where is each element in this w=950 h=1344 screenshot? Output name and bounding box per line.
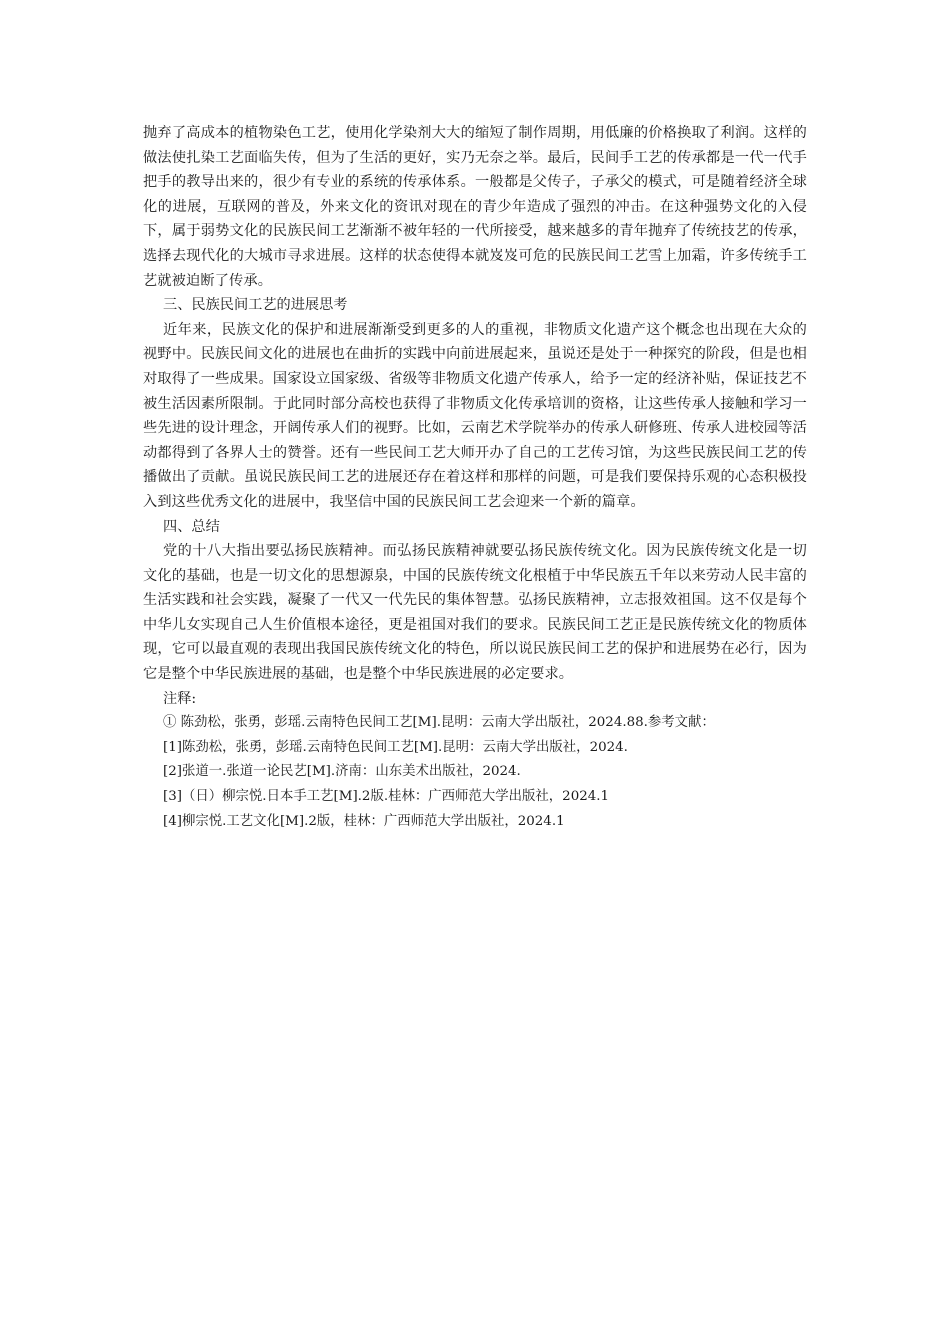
reference-item: [4]柳宗悦.工艺文化[M].2版，桂林：广西师范大学出版社，2024.1	[163, 813, 565, 829]
section-paragraph-4: 党的十八大指出要弘扬民族精神。而弘扬民族精神就要弘扬民族传统文化。因为民族传统文化是一切文化的基础，也是一切文化的思想源泉，中国的民族传统文化根植于中华民族五千年以来劳动人民丰富的生活实践和社会实践，凝聚了一代又一代先民的集体智慧。弘扬民族精神，立志报效祖国。这不仅是每个中华儿女实现自己人生价值根本途径，更是祖国对我们的要求。民族民间工艺正是民族传统文化的物质体现，它可以最直观的表现出我国民族传统文化的特色，所以说民族民间工艺的保护和进展势在必行，因为它是整个中华民族进展的基础，也是整个中华民族进展的必定要求。	[143, 543, 807, 683]
section-heading-4: 四、总结	[163, 518, 220, 535]
notes-label: 注释:	[163, 690, 197, 707]
document-page	[143, 121, 807, 834]
intro-paragraph: 抛弃了高成本的植物染色工艺，使用化学染剂大大的缩短了制作周期，用低廉的价格换取了利润。这样的做法使扎染工艺面临失传，但为了生活的更好，实乃无奈之举。最后，民间手工艺的传承都是一代一代手把手的教导出来的，很少有专业的系统的传承体系。一般都是父传子，子承父的模式，可是随着经济全球化的进展，互联网的普及，外来文化的资讯对现在的青少年造成了强烈的冲击。在这种强势文化的入侵下，属于弱势文化的民族民间工艺渐渐不被年轻的一代所接受，越来越多的青年抛弃了传统技艺的传承，选择去现代化的大城市寻求进展。这样的状态使得本就岌岌可危的民族民间工艺雪上加霜，许多传统手工艺就被迫断了传承。	[143, 125, 807, 289]
reference-item: [2]张道一.张道一论民艺[M].济南：山东美术出版社，2024.	[163, 764, 521, 780]
reference-item: [1]陈劲松，张勇，彭瑶.云南特色民间工艺[M].昆明：云南大学出版社，2024.	[163, 739, 628, 755]
reference-item: [3]（日）柳宗悦.日本手工艺[M].2版.桂林：广西师范大学出版社，2024.1	[163, 789, 610, 805]
section-heading-3: 三、民族民间工艺的进展思考	[163, 297, 348, 314]
note-item: ① 陈劲松，张勇，彭瑶.云南特色民间工艺[M].昆明：云南大学出版社，2024.88.参考文献：	[163, 715, 715, 731]
section-paragraph-3: 近年来，民族文化的保护和进展渐渐受到更多的人的重视，非物质文化遗产这个概念也出现在大众的视野中。民族民间文化的进展也在曲折的实践中向前进展起来，虽说还是处于一种探究的阶段，但是也相对取得了一些成果。国家设立国家级、省级等非物质文化遗产传承人，给予一定的经济补贴，保证技艺不被生活因素所限制。于此同时部分高校也获得了非物质文化传承培训的资格，让这些传承人接触和学习一些先进的设计理念，开阔传承人们的视野。比如，云南艺术学院举办的传承人研修班、传承人进校园等活动都得到了各界人士的赞誉。还有一些民间工艺大师开办了自己的工艺传习馆，为这些民族民间工艺的传播做出了贡献。虽说民族民间工艺的进展还存在着这样和那样的问题，可是我们要保持乐观的心态积极投入到这些优秀文化的进展中，我坚信中国的民族民间工艺会迎来一个新的篇章。	[143, 321, 807, 510]
